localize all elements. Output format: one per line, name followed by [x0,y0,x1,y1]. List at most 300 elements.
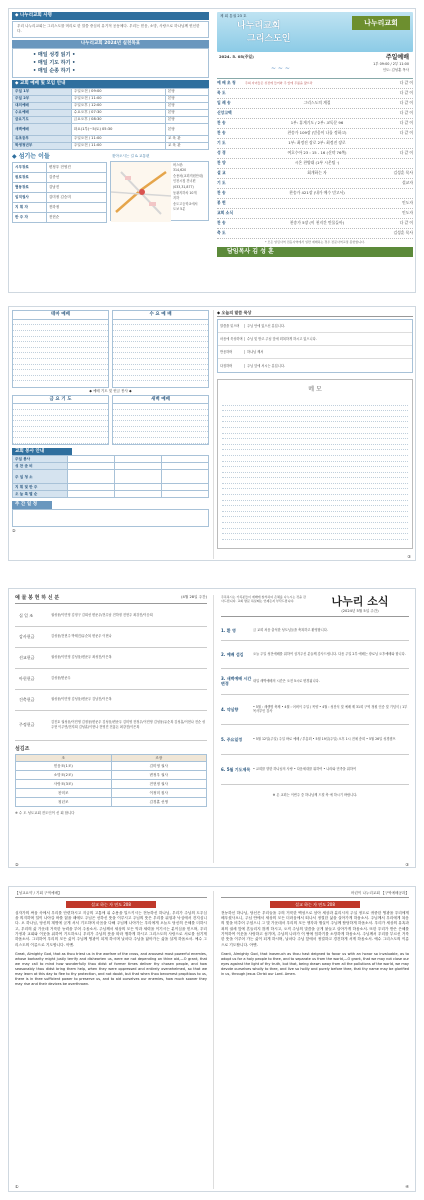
prayer-korean-left: 십자가의 싸움 속에서 우리를 단련하시고 지금의 고통에 위 수용을 일으키시는 전능하신 하나님, 우리가 주님의 도우심을 의지하며 일이 나아갈 바를 잃을 때에도 주님은 선하신 뜻을 이루시고 주님의 뜻은 우리를 위험과 낙심에서 건지십니다. 오 하나님, 당신의 계명에 굳게 서서 기도하며 마음을 다해 주님께 나아가는 우리에게 오늘도 당신의 은혜를 더하시고, 우리의 삶 가운데 거룩한 능력을 부어 주옵소서. 주님께서 세상의 모든 악과 세력을 이기시는 분이심을 믿으며, 우리 가정과 교회와 이웃을 위하여 기도하오니 우리가 주님의 뜻을 따라 행하게 하시고 그리스도의 사랑으로 서로를 섬기게 하옵소서. 그리하여 우리의 모든 삶이 주님께 영광이 되게 하시며 날마다 주님을 닮아가는 삶을 살게 하옵소서. 예수 그리스도의 이름으로 기도합니다. 아멘. [15,910,207,947]
staff-list [12,153,107,224]
staff-table [12,162,107,223]
staff-name: 전현순 [46,213,106,223]
bulletin-sheet-3 [8,588,416,868]
sheet2-right-panel [217,310,413,559]
order-item: 묵 도 [217,90,226,96]
duty-cell [161,491,208,498]
offering-type: 감사헌금 [19,633,35,639]
news-label: 6. 5월 기도제목 [221,766,251,772]
table-row [13,203,107,213]
staff-role: 임직권사 [13,193,47,203]
order-who: 다 같 이 [399,90,413,96]
meditation-text: 수님 및 받고 주님 앞에 회복하게 하시고 있으니다. [244,337,412,341]
order-who: 인도자 [401,200,413,206]
order-row [217,79,413,89]
sheet2-left-panel [12,310,209,559]
schedule-place: 본당 [165,109,208,116]
duty-cell [114,463,161,470]
fri-title: 금 요 기 도 [13,396,108,405]
sheet4-right-header: 어린이 나누리교회 【구역예배공과】 [221,891,409,898]
motto-list [12,48,209,78]
cells-col-head: 조 [16,755,112,762]
table-row [13,193,107,203]
offering-names: 권성웅/이민영 김성웅/변준우 최성진/이은복 [51,655,112,660]
dawn-service [112,395,209,445]
schedule-name: 주일 2부 [13,95,72,102]
table-row [13,102,209,109]
cover-banner [217,12,413,52]
news-list [221,621,409,785]
motto-item: • 매일 성경 읽기 • [33,51,76,58]
sheet3-left-panel [15,595,207,867]
news-title-block [311,595,409,614]
offering-type: 십 일 조 [19,612,34,618]
news-text: 오늘 주일 성전예배를 위하여 섬겨주신 분들께 감사드립니다. 다음 주일 2부 예배는 장로님 오후예배와 합니다. [253,652,406,657]
order-item: 설 교 [217,170,226,176]
order-item: 찬 양 [217,160,226,166]
duty-cell [67,484,114,491]
offering-row [15,648,207,669]
duty-table [12,455,209,498]
order-who: 다 같 이 [399,120,413,126]
staff-section [12,153,209,224]
staff-role: 시무장로 [13,163,47,173]
schedule-place: 본당 [165,88,208,95]
wed-title: 수 요 예 배 [113,311,208,320]
staff-name: 김미정 김승미 [46,193,106,203]
order-desc: 찬송가 5장 (이 천지간 만물들아) [289,220,345,226]
order-row [217,219,413,229]
meditation-row [218,320,412,333]
news-label: 4. 약심향 [221,706,239,712]
order-item: 찬 송 [217,130,226,136]
staff-name: 변정우 전영진 [46,163,106,173]
duty-cell [114,470,161,484]
memo-title: 메 모 [308,386,322,394]
duty-cell [67,470,114,484]
map-note: 지하 [173,196,180,201]
pastor-banner: 담임목사 김 성 훈 [217,247,413,257]
staff-role: 협동장로 [13,183,47,193]
order-desc: 회개하는 자 [307,170,327,176]
staff-name: 전하정 [46,203,106,213]
memo-lines [218,400,412,540]
table-row [13,213,107,223]
table-row [16,780,207,789]
order-of-service [217,78,413,239]
meditation-label: 마음에 묵상하며 [220,337,243,342]
offering-footer: ※ 수 도 성도교회 전도인이 신 회 합니다 [15,811,75,815]
order-desc: 주의 자녀들은 성전에 들어와 주 앞에 무릎을 꿇으라 [245,80,313,85]
offering-title: 예 물 봉 헌 하 신 분 [15,595,60,601]
schedule-place: 본당 [165,123,208,135]
map-note: (033,31,877) [173,184,194,189]
table-row [13,123,209,135]
schedule-name: 주일 1부 [13,88,72,95]
sheet4-left-header: 【성교요약 / 기회 구역예배】 [15,891,207,898]
meditation-label: 다짐하며 [220,363,233,368]
order-row [217,159,413,169]
wed-lines [113,320,208,382]
offering-names: 김진호 권성웅/이민영 김정웅/변준우 김성웅/변준우 김미영 전정우/이민영 김성웅/유순복 김성훈/이현나 전순 성주현 이주연/전지희 김성훈/이현나 전영진 전홍돈 최강진/이은복 [51,720,206,729]
page-number: ④ [405,1183,409,1189]
duty-cell [114,456,161,463]
sheet4-right-panel [221,891,409,1189]
table-row [13,183,107,193]
order-item: 입 례 송 [217,100,231,106]
news-item [221,725,409,755]
offering-header [15,595,207,604]
schedule-name: 새벽예배 [13,123,72,135]
duty-label: 주일 봉사 [13,456,68,463]
news-item [221,755,409,785]
offering-type: 주정헌금 [19,722,35,728]
offering-type: 건축헌금 [19,696,35,702]
order-item: 봉 헌 [217,200,226,206]
weekly-schedule-heading: 주 간 일 정 [12,501,52,509]
table-row [13,173,107,183]
order-row [217,99,413,109]
order-who: 다 같 이 [399,80,413,86]
map-note: 동광지하차 10개 [173,190,197,195]
table-row [13,95,209,102]
meditation-text: 하나님 께서 [244,350,412,354]
order-item: 찬 송 [217,220,226,226]
mission-heading: ◆ 나누리교회 사명 [12,12,209,20]
cell-leader: 이정미 집사 [111,789,207,798]
weekly-schedule-box [12,509,209,527]
offering-type: 아헌헌금 [19,675,35,681]
duty-cell [67,463,114,470]
page-number: ③ [407,553,411,559]
schedule-name: 수요예배 [13,109,72,116]
duty-cell [161,456,208,463]
page-number: ① [15,1183,19,1189]
order-row [217,169,413,179]
prayer-bar-left: 설교 하는 자 연도 208 [66,901,156,908]
news-header [221,595,409,617]
news-item [221,695,409,725]
order-row [217,189,413,199]
news-text: • 5월 : 새생명 축제 • 4월 : 어버이 주일 / 목양 • 4월 : 성찬식 및 예배 제 31회 구역 정원 인증 및 기념식 / 1부 목사부인 감사 [253,705,408,714]
volume-line: 제 회 통권 23 호 [220,14,247,18]
order-desc: 찬송가 421장 (내가 예수 믿고서) [289,190,345,196]
schedule-time: 주일오전 / 11:00 [71,95,165,102]
news-label: 3. 새벽예배 시간변경 [221,676,252,687]
schedule-place: 교 육 관 [165,142,208,149]
order-row [217,139,413,149]
schedule-place: 교 육 관 [165,135,208,142]
duty-cell [161,463,208,470]
prayer-korean-right: 전능하신 하나님, 당신은 우리들을 주의 거룩한 백성으로 삼아 세상과 분리시켜 주실 정도로 귀중한 영광을 우리에게 베푸셨사오니, 주님 안에서 세상의 모든 더러움에서 떠나서 정결한 삶을 살아가게 하옵소서. 주님께서 우리에게 복음의 빛을 비추어 주셨으니 그 빛 가운데서 우리의 모든 생각과 행실이 주님께 합당하게 하옵소서. 우리가 세상의 유혹과 죄의 권세 앞에 흔들리지 않게 하시고, 오직 주님의 말씀을 굳게 붙들고 살아가게 하옵소서. 또한 우리가 받은 은혜를 기억하여 이웃을 사랑하고 섬기며, 주님의 나라가 이 땅에 임하기를 소망하게 하옵소서. 주님께서 우리를 부르신 거룩한 뜻을 이루어 가는 삶이 되게 하시며, 날마다 주님 앞에서 정결하고 경건하게 서게 하옵소서. 예수 그리스도의 이름으로 기도합니다. 아멘. [221,910,409,947]
table-row [16,762,207,771]
cell-leader: 변정우 권사 [111,771,207,780]
schedule-place: 본당 [165,116,208,123]
bulletin-sheet-1 [8,8,416,293]
fold-line [213,595,214,863]
duty-cell [67,456,114,463]
table-row [13,88,209,95]
cell-leader: 김경훈 선생 [111,798,207,807]
service-duty-heading: 교회 봉사 안내 [12,448,72,456]
duty-cell [67,491,114,498]
footnote: * 모든 알림사역 전등사역에서 일반 예배하는 경우 전문사역교정 봉헌합니다. [265,240,365,244]
fold-line [213,891,214,1189]
order-who: 인도자 [401,210,413,216]
map-panel [110,153,209,224]
meditation-text: 주님 안에 있으신 분입니다. [244,324,412,328]
duty-cell [114,484,161,491]
order-item: 축 도 [217,230,226,236]
tues-lines [13,320,108,382]
duty-cell [114,491,161,498]
sheet4-left-panel [15,891,207,1189]
duty-label: 오 늘 특 별 순 [13,491,68,498]
bulletin-sheet-4 [8,886,416,1192]
meditation-row [218,346,412,359]
schedule-name: 금요기도 [13,116,72,123]
schedule-table [12,88,209,150]
motto-heading: 나누리교회 2024년 실천목표 [12,40,209,48]
duty-cell [161,470,208,484]
table-row [13,470,209,484]
table-row [16,789,207,798]
table-row [13,142,209,149]
order-row [217,209,413,219]
order-desc: 그리스도의 계절 [303,100,331,106]
meditation-heading: ◆ 오늘의 말씀 묵상 [217,310,413,317]
duty-label: 주 일 청 소 [13,470,68,484]
schedule-time: 주일오전 / 11:00 [71,142,165,149]
meditation-label: 반응하며 [220,350,233,355]
table-row [13,163,107,173]
schedule-name: 대의예배 [13,102,72,109]
news-date: (2024년 5월 5일 주간) [341,609,379,614]
map-notes [171,162,208,220]
bulletin-sheet-2 [8,306,416,561]
cells-col-head: 조장 [111,755,207,762]
order-who: 설교자 [401,180,413,186]
order-row [217,199,413,209]
schedule-name: 유초등부 [13,135,72,142]
map-note: 승용차(교회직원안내) [173,173,204,178]
wed-service [112,310,209,388]
schedule-time: 주일오전 / 11:00 [71,135,165,142]
cell-leader: 전현정 권사 [111,780,207,789]
news-label: 5. 주요일정 [221,736,243,742]
meditation-label: 말씀을 읽으며 [220,324,240,329]
table-row [16,798,207,807]
table-row [13,491,209,498]
cell-group: 청년조 [16,798,112,807]
memo-box [217,379,413,549]
table-row [13,109,209,116]
offering-row [15,690,207,711]
meditation-row [218,359,412,372]
table-row [13,463,209,470]
news-item [221,641,409,669]
map-note: 송도고등학교에서 [173,201,198,206]
sheet1-right-panel [217,12,413,291]
duty-label: 지 휘 및 반 주 [13,484,68,491]
news-text: • 5월 12일(주일) 주일 바로 예배 / 부흥회 • 5월 19일(주일) 오후 1시 전체 총회 • 5월 26일 성경캠프 [253,737,396,742]
service-date: 2024. 5. 05(주일) [219,54,254,59]
offering-names: 김성웅/전현주 박태진/유순복 변준우 이현나 [51,634,112,639]
schedule-time: 금요오후 / 08:30 [71,116,165,123]
offering-list [15,606,207,741]
tues-service [12,310,109,388]
offering-names: 김성웅/변준우 [51,676,71,681]
news-item [221,621,409,641]
staff-role: 반 주 자 [13,213,47,223]
offering-row [15,627,207,648]
order-desc: 1부: 휴게기도 / 2부: 교독문 96 [290,120,344,126]
meditation-text: 주님 앞에 서시는 분입니다. [244,364,412,368]
news-title: 나누리 소식 [331,595,389,608]
cell-leader: 김미영 권사 [111,762,207,771]
staff-role: 지 휘 자 [13,203,47,213]
cover-sub-theme: 그리스도인 [247,34,291,44]
sheet3-right-panel [221,595,409,867]
staff-heading: ◆ 섬기는 이들 [12,152,50,160]
schedule-time: 수요오후 / 07:30 [71,109,165,116]
prayer-english-left: Great, Almighty God, that as thou triest us in the warfare of the cross, and arousest most powerful enemies, whose barbarity might justly terrify and dishearten us, were we not depending on thine aid,—O grant, that we may call to mind how wonderfully thou didst of former times deliver thy chosen people, and how seasonably thou didst bring them help, when they were oppressed and entirely overwhelmed, so that we may learn at this day to flee to thy protection, and not doubt, but that when thou becomest propitious to us, there is in thee sufficient power to preserve us, and to aid ourselves our enemies, how much sooner they may rise and their devices be overthrown. [15,951,207,986]
cells-heading: 섬김조 [15,745,30,752]
order-item: 성 경 [217,150,226,156]
table-row [13,484,209,491]
order-row [217,89,413,99]
schedule-time: 화요(1부)~5(토) 05:30 [71,123,165,135]
schedule-heading: ◆ 교회 예배 및 모임 안내 [12,80,209,88]
news-intro: 주목하시는 가족분들이 예배에 참석하여 은혜를 나누시는 것을 감사드립니다. 교회 방문 하실때는 언제든지 부탁드립니다. [221,595,306,604]
order-item: 기 도 [217,180,226,186]
order-who: 김성훈 목사 [393,170,413,176]
service-header [217,54,413,78]
cover-theme: 나누리교회 [237,21,281,31]
schedule-time: 주일오후 / 12:00 [71,102,165,109]
offering-row [15,606,207,627]
cell-group: 찬미조 [16,789,112,798]
order-item: 예 배 초 청 [217,80,236,86]
offering-type: 선교헌금 [19,654,35,660]
order-desc: 찬송가 109장 (믿음이 나를 정하고) [287,130,347,136]
service-emblem [269,60,299,74]
order-desc: 여호수아 23 : 15 - 16 (신약 76쪽) [287,150,347,156]
news-item [221,669,409,695]
dawn-lines [113,404,208,443]
order-row [217,179,413,189]
map-note: 버스편: [173,162,184,167]
news-label: 1. 환 영 [221,627,236,633]
cells-table [15,754,207,807]
order-row [217,229,413,239]
order-item: 교회 소식 [217,210,233,216]
page-number: ③ [405,861,409,867]
news-text: 내일 새벽예배의 시간은 오전 5시로 변경됩니다. [253,679,320,684]
sheet1-left-panel [12,12,209,291]
fri-service [12,395,109,445]
news-text: • 교회를 향한 하나님의 사랑 • 다음세대를 위하여 • 나라와 민족을 위하여 [253,767,356,772]
page-marker: ② [12,528,16,534]
map-note: 도보 5분 [173,207,186,212]
order-who: 다 같 이 [399,220,413,226]
map-caption: 찾아오시는 길 & 교통편 [112,153,150,158]
order-row [217,149,413,159]
prayer-bar-right: 설교 하는 자 연도 208 [270,901,360,908]
order-item: 찬 송 [217,120,226,126]
order-row [217,109,413,119]
dawn-title: 새벽 예배 [113,396,208,405]
table-row [13,135,209,142]
map-box [110,161,209,221]
order-who: 다 같 이 [399,110,413,116]
duty-label: 성 찬 준 비 [13,463,68,470]
schedule-place: 본당 [165,95,208,102]
cell-group: 사랑조(3조) [16,780,112,789]
meditation-box [217,319,413,373]
news-label: 2. 예배 섬김 [221,651,244,657]
offering-names: 권성웅/이민영 김정구 김희선 변준우/전수남 전하정 전현주 최강진/이순희 [51,613,153,618]
meditation-row [218,333,412,346]
table-row [13,456,209,463]
offering-names: 권성웅/이민영 김성웅/변준우 김남진/이은복 [51,697,112,702]
page-number: ② [15,861,19,867]
offering-row [15,711,207,741]
order-item: 찬 송 [217,190,226,196]
order-item: 기 도 [217,140,226,146]
table-row [13,116,209,123]
news-text: 금 교회 처음 출석한 성도님들을 축복하고 환영합니다. [253,628,328,633]
cell-group: 믿음조(1조) [16,762,112,771]
motto-item: • 매일 기도 하기 • [33,59,76,66]
weekly-services-grid-2 [12,395,209,445]
location-map [111,162,171,222]
order-who: 김성훈 목사 [393,230,413,236]
weekly-services-grid [12,310,209,388]
cell-group: 소망조(2조) [16,771,112,780]
motto-item: • 매일 순종 하기 • [33,67,76,74]
order-who: 다 같 이 [399,130,413,136]
order-desc: 시온 찬양대 (1부 시온팀 ·) [294,160,340,166]
cells-note: ◆ 예배 기도 및 헌금 봉사 ◆ [89,389,132,393]
staff-name: 김종선 [46,173,106,183]
staff-role: 원로장로 [13,173,47,183]
tues-title: 테마 예배 [13,311,108,320]
order-who: 다 같 이 [399,150,413,156]
table-row [16,755,207,762]
news-footer: ※ 온 교회는 이번주 중 하나님께 드릴 축 예 하시기 바랍니다. [272,792,358,797]
order-row [217,129,413,139]
fold-line [213,310,214,559]
schedule-time: 주일오전 / 09:00 [71,88,165,95]
order-row [217,119,413,129]
table-row [16,771,207,780]
order-who: 다 같 이 [399,100,413,106]
map-note: 314,620 [173,168,187,173]
prayer-english-right: Grant, Almighty God, that inasmuch as thou hast deigned to favor us with an honor so invaluable, as to adopt us for a holy people to thee, and to separate us from the world,—O grant, that we may not close our eyes against the light of thy truth, but that, being drawn away from all the pollutions of the world, we may devote ourselves wholly to thee, and live so holily and purely before thee, that thy name may be glorified in us, through Jesus Christ our Lord. Amen. [221,951,409,976]
schedule-name: 학생청년부 [13,142,72,149]
fri-lines [13,404,108,443]
service-presider: 인도: 김성훈 목사 [382,68,409,72]
schedule-place: 본당 [165,102,208,109]
church-logo: 나누리교회 [352,16,410,30]
mission-text: 우리 나누리교회는 그리스도를 머리로 한 말씀 중심의 유기적 공동체다. 우리는 믿음, 소망, 사랑으로 하나님께 헌신한다. [12,21,209,38]
service-times: 1부 09:00 / 2부 11:00 [373,62,409,66]
offering-row [15,669,207,690]
order-item: 신앙고백 [217,110,232,116]
offering-week: (4월 28일 주간) [181,595,207,599]
order-desc: 1부: 최정진 장로 2부: 최정진 장로 [288,140,346,146]
